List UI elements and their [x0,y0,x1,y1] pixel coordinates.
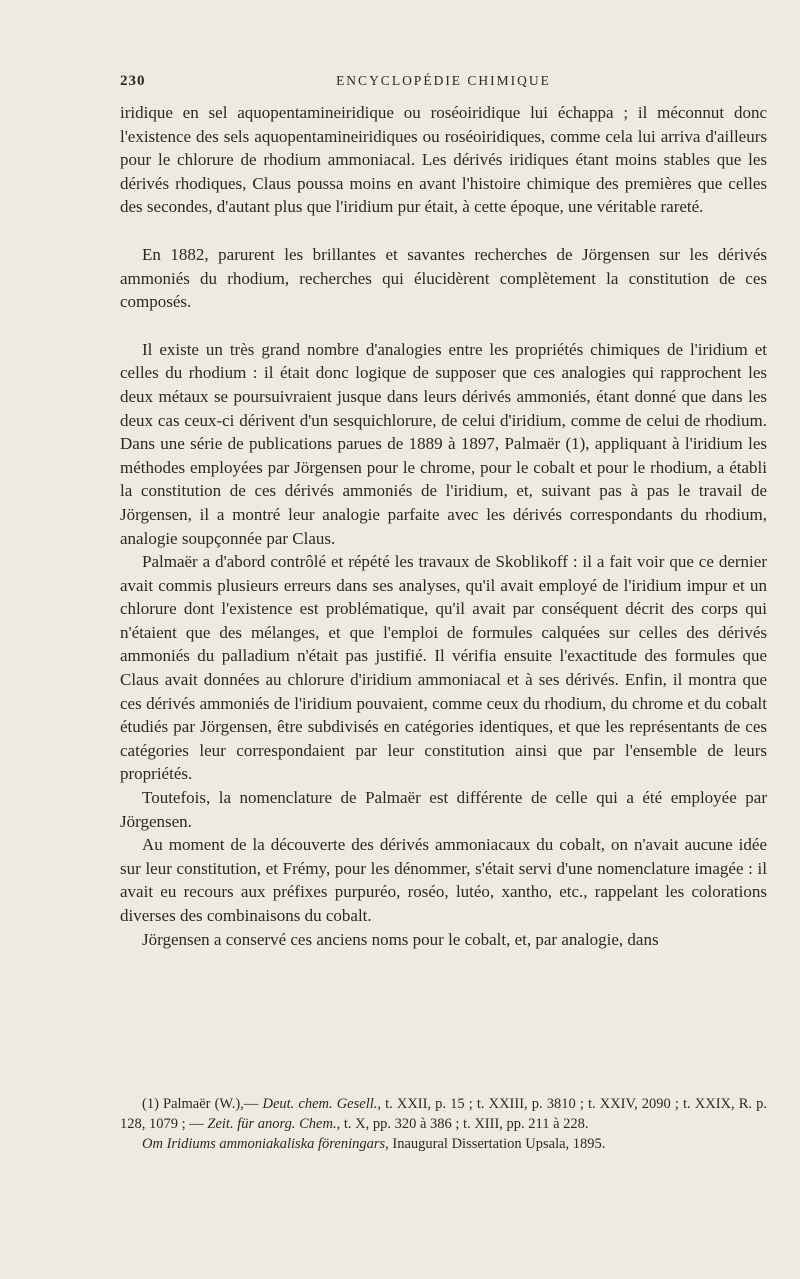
footnote-text: , Inaugural Dissertation Upsala, 1895. [385,1135,606,1152]
running-head [120,73,767,97]
paragraph: Il existe un très grand nombre d'analogies entre les propriétés chimiques de l'iridium et celles du rhodium : il était donc logique de supposer que ces analogies qui rapprochent les deux métaux se poursuivraient jusque dans leurs dérivés ammoniés, étant donné que dans les deux cas ceux-ci dérivent d'un sesquichlorure, de celui d'iridium, comme de celui de rhodium. Dans une série de publications parues de 1889 à 1897, Palmaër (1), appliquant à l'iridium les méthodes employées par Jörgensen pour le chrome, pour le cobalt et pour le rhodium, a établi la constitution de ces dérivés ammoniés de l'iridium, et, suivant pas à pas le travail de Jörgensen, il a montré leur analogie parfaite avec les dérivés correspondants du rhodium, analogie soupçonnée par Claus. [120,339,767,548]
page-number: 230 [120,73,146,89]
footnote-text: , t. XXII, p. 15 ; t. XXIII, p. 3810 ; t. XXIV, 2090 ; t. XXIX, R. p. 128, 1079 ; — [120,1096,767,1132]
footnote-text: , t. X, pp. 320 à 386 ; t. XIII, pp. 211 à 228. [336,1115,589,1132]
running-title: ENCYCLOPÉDIE CHIMIQUE [336,73,551,88]
footnote-title: Om Iridiums ammoniakaliska föreningars [142,1135,386,1152]
paragraph: iridique en sel aquopentamineiridique ou roséoiridique lui échappa ; il méconnut donc l'existence des sels aquopentamineiridiques ou roséoiridiques, comme cela lui arriva d'ailleurs pour le chlorure de rhodium ammoniacal. Les dérivés iridiques étant moins stables que les dérivés rhodiques, Claus poussa moins en avant l'histoire chimique des premières que celles des secondes, d'autant plus que l'iridium pur était, à cette époque, une véritable rareté. [120,103,767,217]
footnotes [120,1095,767,1154]
body-text [120,101,767,951]
paragraph: En 1882, parurent les brillantes et savantes recherches de Jörgensen sur les dérivés ammoniés du rhodium, recherches qui élucidèrent complètement la constitution de ces composés. [120,244,767,312]
footnote-2 [120,1135,767,1155]
footnote-reference: Zeit. für anorg. Chem. [207,1115,337,1132]
footnote-1 [120,1095,767,1135]
footnote-label: (1) Palmaër (W.),— [142,1096,259,1112]
paragraph: Palmaër a d'abord contrôlé et répété les travaux de Skoblikoff : il a fait voir que ce dernier avait commis plusieurs erreurs dans ses analyses, qu'il avait employé de l'iridium impur et un chlorure dont l'existence est problématique, qu'il avait par conséquent décrit des corps qui n'étaient que des mélanges, et que l'emploi de formules calquées sur celles des dérivés ammoniés du palladium n'était pas justifié. Il vérifia ensuite l'exactitude des formules que Claus avait données au chlorure d'iridium ammoniacal et à ses dérivés. Enfin, il montra que ces dérivés ammoniés de l'iridium pouvaient, comme ceux du rhodium, du chrome et du cobalt étudiés par Jörgensen, être subdivisés en catégories identiques, et que les représentants de ces catégories leur correspondaient par leur constitution ainsi que par l'ensemble de leurs propriétés. [120,552,767,784]
paragraph: Jörgensen a conservé ces anciens noms pour le cobalt, et, par analogie, dans [142,929,659,949]
paragraph: Toutefois, la nomenclature de Palmaër est différente de celle qui a été employée par Jörgensen. [120,788,767,831]
footnote-reference: Deut. chem. Gesell. [262,1096,378,1112]
paragraph: Au moment de la découverte des dérivés ammoniacaux du cobalt, on n'avait aucune idée sur leur constitution, et Frémy, pour les dénommer, s'était servi d'une nomenclature imagée : il avait eu recours aux préfixes purpuréo, roséo, lutéo, xantho, etc., rappelant les colorations diverses des combinaisons du cobalt. [120,835,767,925]
